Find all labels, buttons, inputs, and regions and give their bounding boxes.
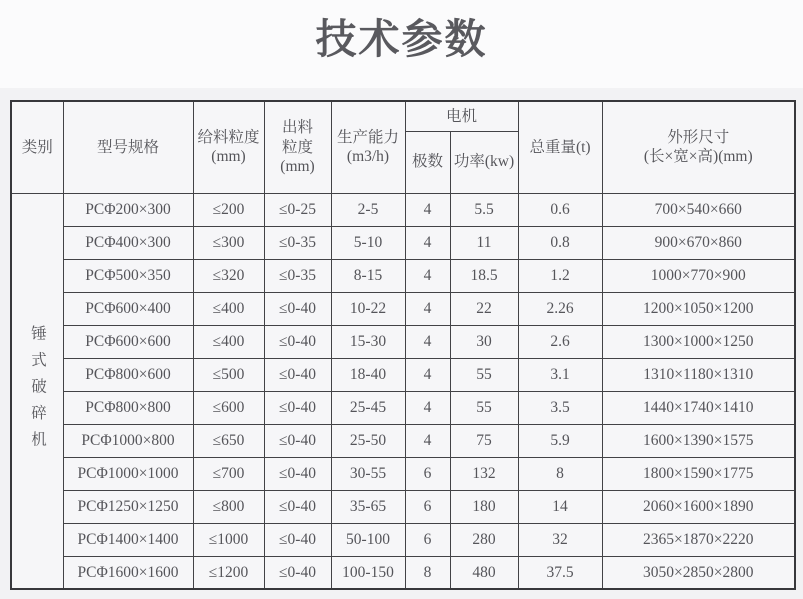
cell-capacity: 18-40 xyxy=(331,358,405,391)
cell-poles: 4 xyxy=(405,358,450,391)
col-header-feed-size-line2: (mm) xyxy=(211,148,246,166)
spec-table-panel xyxy=(0,88,803,599)
table-row xyxy=(11,457,795,490)
cell-capacity: 100-150 xyxy=(331,556,405,589)
cell-dimensions: 2060×1600×1890 xyxy=(602,490,795,523)
cell-weight: 32 xyxy=(518,523,602,556)
cell-power: 75 xyxy=(450,424,518,457)
cell-model: PCΦ400×300 xyxy=(63,226,193,259)
spec-table xyxy=(10,100,796,590)
cell-output-size: ≤0-40 xyxy=(264,358,331,391)
cell-weight: 14 xyxy=(518,490,602,523)
cell-model: PCΦ1000×1000 xyxy=(63,457,193,490)
cell-model: PCΦ800×600 xyxy=(63,358,193,391)
cell-output-size: ≤0-40 xyxy=(264,457,331,490)
cell-power: 30 xyxy=(450,325,518,358)
cell-output-size: ≤0-35 xyxy=(264,259,331,292)
cell-capacity: 10-22 xyxy=(331,292,405,325)
col-header-category: 类别 xyxy=(11,101,63,193)
col-header-feed-size-line1: 给料粒度 xyxy=(197,128,260,146)
cell-capacity: 15-30 xyxy=(331,325,405,358)
cell-power: 280 xyxy=(450,523,518,556)
table-row xyxy=(11,226,795,259)
cell-model: PCΦ1000×800 xyxy=(63,424,193,457)
cell-dimensions: 1440×1740×1410 xyxy=(602,391,795,424)
col-header-feed-size xyxy=(193,101,264,193)
cell-output-size: ≤0-40 xyxy=(264,523,331,556)
cell-output-size: ≤0-40 xyxy=(264,325,331,358)
cell-model: PCΦ600×400 xyxy=(63,292,193,325)
cell-power: 55 xyxy=(450,358,518,391)
cell-poles: 4 xyxy=(405,424,450,457)
cell-feed-size: ≤1000 xyxy=(193,523,264,556)
col-header-output-size-line3: (mm) xyxy=(280,157,315,175)
table-row xyxy=(11,325,795,358)
cell-weight: 3.1 xyxy=(518,358,602,391)
cell-capacity: 25-45 xyxy=(331,391,405,424)
cell-feed-size: ≤200 xyxy=(193,193,264,226)
cell-feed-size: ≤400 xyxy=(193,292,264,325)
col-header-capacity-line2: (m3/h) xyxy=(346,148,390,166)
cell-model: PCΦ1250×1250 xyxy=(63,490,193,523)
cell-weight: 37.5 xyxy=(518,556,602,589)
cell-weight: 2.26 xyxy=(518,292,602,325)
cell-dimensions: 1200×1050×1200 xyxy=(602,292,795,325)
table-row xyxy=(11,391,795,424)
cell-feed-size: ≤650 xyxy=(193,424,264,457)
col-header-output-size xyxy=(264,101,331,193)
col-header-poles: 极数 xyxy=(405,131,450,193)
cell-feed-size: ≤1200 xyxy=(193,556,264,589)
col-header-dimensions-line2: (长×宽×高)(mm) xyxy=(643,148,753,166)
cell-power: 55 xyxy=(450,391,518,424)
cell-feed-size: ≤800 xyxy=(193,490,264,523)
cell-model: PCΦ1400×1400 xyxy=(63,523,193,556)
cell-model: PCΦ1600×1600 xyxy=(63,556,193,589)
cell-weight: 5.9 xyxy=(518,424,602,457)
cell-poles: 8 xyxy=(405,556,450,589)
cell-model: PCΦ600×600 xyxy=(63,325,193,358)
col-header-capacity xyxy=(331,101,405,193)
table-row xyxy=(11,292,795,325)
cell-output-size: ≤0-25 xyxy=(264,193,331,226)
cell-weight: 0.6 xyxy=(518,193,602,226)
cell-output-size: ≤0-40 xyxy=(264,391,331,424)
cell-power: 18.5 xyxy=(450,259,518,292)
table-row xyxy=(11,523,795,556)
cell-dimensions: 1300×1000×1250 xyxy=(602,325,795,358)
cell-power: 5.5 xyxy=(450,193,518,226)
cell-capacity: 5-10 xyxy=(331,226,405,259)
cell-feed-size: ≤300 xyxy=(193,226,264,259)
col-header-dimensions-line1: 外形尺寸 xyxy=(667,128,730,146)
table-row xyxy=(11,424,795,457)
col-header-motor: 电机 xyxy=(405,101,518,131)
cell-output-size: ≤0-40 xyxy=(264,490,331,523)
table-row xyxy=(11,490,795,523)
page-title: 技术参数 xyxy=(0,0,803,88)
col-header-power: 功率(kw) xyxy=(450,131,518,193)
cell-dimensions: 700×540×660 xyxy=(602,193,795,226)
cell-capacity: 30-55 xyxy=(331,457,405,490)
cell-dimensions: 1310×1180×1310 xyxy=(602,358,795,391)
cell-poles: 4 xyxy=(405,292,450,325)
cell-poles: 6 xyxy=(405,457,450,490)
cell-dimensions: 1800×1590×1775 xyxy=(602,457,795,490)
cell-power: 180 xyxy=(450,490,518,523)
cell-power: 22 xyxy=(450,292,518,325)
cell-dimensions: 1000×770×900 xyxy=(602,259,795,292)
category-cell: 锤式破碎机 xyxy=(11,193,63,589)
col-header-model: 型号规格 xyxy=(63,101,193,193)
cell-capacity: 25-50 xyxy=(331,424,405,457)
cell-feed-size: ≤600 xyxy=(193,391,264,424)
cell-poles: 6 xyxy=(405,490,450,523)
cell-capacity: 50-100 xyxy=(331,523,405,556)
col-header-weight: 总重量(t) xyxy=(518,101,602,193)
cell-model: PCΦ500×350 xyxy=(63,259,193,292)
cell-output-size: ≤0-40 xyxy=(264,424,331,457)
cell-weight: 3.5 xyxy=(518,391,602,424)
cell-output-size: ≤0-40 xyxy=(264,556,331,589)
cell-dimensions: 3050×2850×2800 xyxy=(602,556,795,589)
col-header-dimensions xyxy=(602,101,795,193)
col-header-capacity-line1: 生产能力 xyxy=(336,128,399,146)
cell-capacity: 35-65 xyxy=(331,490,405,523)
cell-capacity: 8-15 xyxy=(331,259,405,292)
col-header-output-size-line2: 粒度 xyxy=(281,138,313,156)
cell-power: 480 xyxy=(450,556,518,589)
col-header-output-size-line1: 出料 xyxy=(281,119,313,137)
cell-power: 11 xyxy=(450,226,518,259)
cell-power: 132 xyxy=(450,457,518,490)
table-row xyxy=(11,358,795,391)
table-row xyxy=(11,556,795,589)
cell-feed-size: ≤700 xyxy=(193,457,264,490)
cell-poles: 4 xyxy=(405,259,450,292)
cell-weight: 2.6 xyxy=(518,325,602,358)
cell-output-size: ≤0-35 xyxy=(264,226,331,259)
table-row xyxy=(11,259,795,292)
cell-poles: 4 xyxy=(405,325,450,358)
cell-poles: 4 xyxy=(405,226,450,259)
cell-dimensions: 2365×1870×2220 xyxy=(602,523,795,556)
cell-dimensions: 900×670×860 xyxy=(602,226,795,259)
cell-poles: 6 xyxy=(405,523,450,556)
table-row xyxy=(11,193,795,226)
cell-feed-size: ≤320 xyxy=(193,259,264,292)
cell-poles: 4 xyxy=(405,193,450,226)
cell-model: PCΦ200×300 xyxy=(63,193,193,226)
cell-feed-size: ≤500 xyxy=(193,358,264,391)
cell-poles: 4 xyxy=(405,391,450,424)
cell-capacity: 2-5 xyxy=(331,193,405,226)
cell-output-size: ≤0-40 xyxy=(264,292,331,325)
cell-weight: 8 xyxy=(518,457,602,490)
cell-weight: 0.8 xyxy=(518,226,602,259)
cell-feed-size: ≤400 xyxy=(193,325,264,358)
cell-model: PCΦ800×800 xyxy=(63,391,193,424)
cell-weight: 1.2 xyxy=(518,259,602,292)
cell-dimensions: 1600×1390×1575 xyxy=(602,424,795,457)
